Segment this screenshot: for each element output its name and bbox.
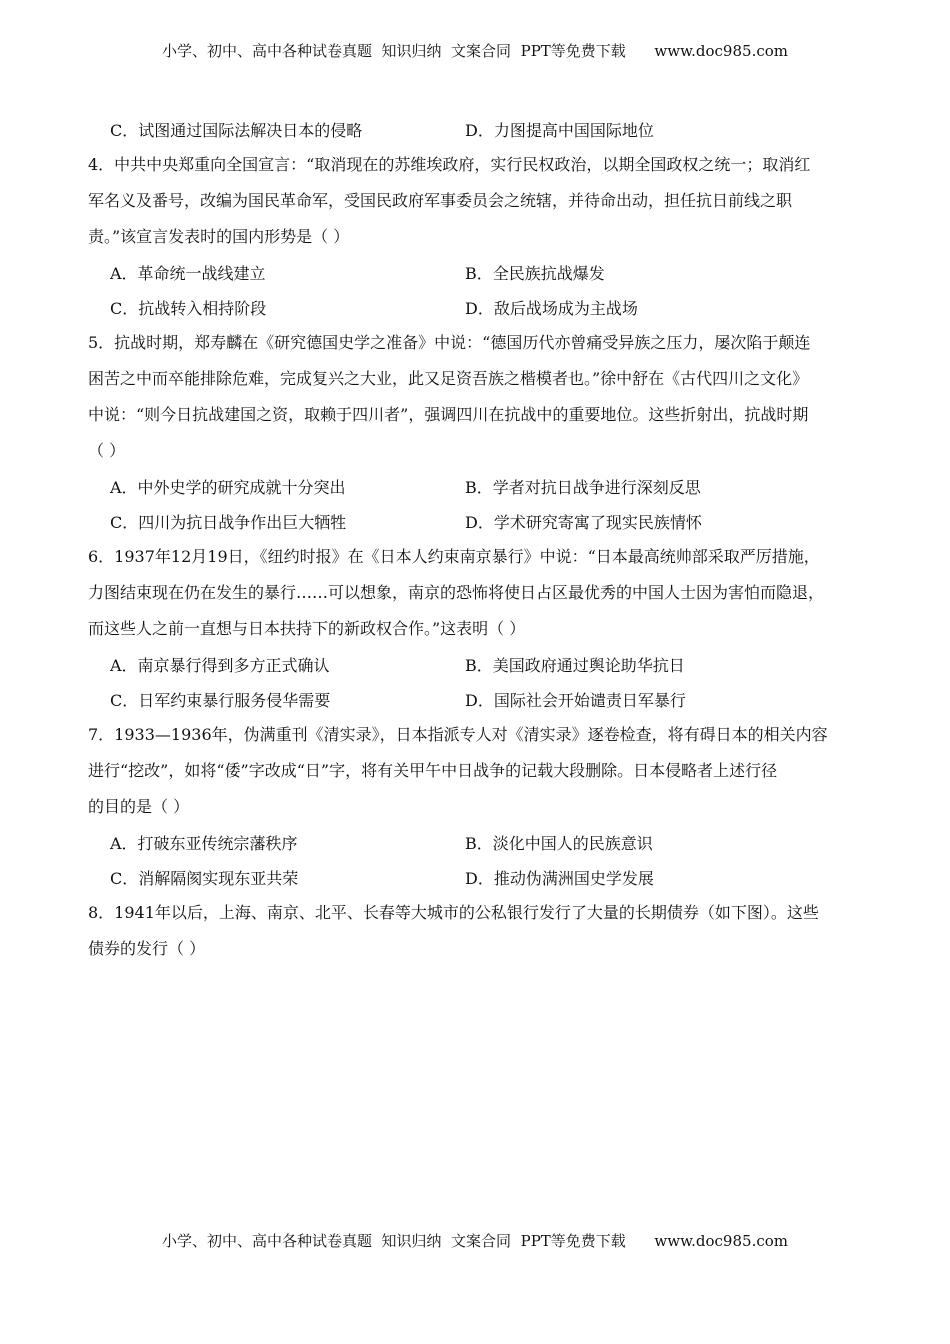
options-row xyxy=(88,504,863,539)
options-row xyxy=(88,255,863,290)
option-a: A．打破东亚传统宗藩秩序 xyxy=(110,834,298,853)
question-6 xyxy=(88,539,863,717)
option-a: A．革命统一战线建立 xyxy=(110,264,266,283)
stem-line: 4．中共中央郑重向全国宣言：“取消现在的苏维埃政府，实行民权政治，以期全国政权之统一；取消红 xyxy=(88,155,811,174)
option-d: D．敌后战场成为主战场 xyxy=(465,299,638,318)
page-footer: 小学、初中、高中各种试卷真题 知识归纳 文案合同 PPT等免费下载 www.doc985.com xyxy=(161,1232,788,1250)
stem-line: 责。”该宣言发表时的国内形势是（ ） xyxy=(88,227,350,246)
question-body xyxy=(88,112,863,967)
question-stem xyxy=(88,895,863,967)
question-stem xyxy=(88,147,863,255)
option-c: C．试图通过国际法解决日本的侵略 xyxy=(110,121,363,140)
stem-line: 而这些人之前一直想与日本扶持下的新政权合作。”这表明（ ） xyxy=(88,619,526,638)
option-c: C．抗战转入相持阶段 xyxy=(110,299,267,318)
option-d: D．力图提高中国国际地位 xyxy=(465,121,654,140)
question-stem xyxy=(88,539,863,647)
stem-line: 6．1937年12月19日，《纽约时报》在《日本人约束南京暴行》中说：“日本最高统帅部采取严厉措施， xyxy=(88,547,820,566)
option-c: C．日军约束暴行服务侵华需要 xyxy=(110,691,331,710)
option-b: B．美国政府通过舆论助华抗日 xyxy=(465,656,685,675)
question-5 xyxy=(88,325,863,539)
stem-line: 进行“挖改”，如将“倭”字改成“日”字，将有关甲午中日战争的记载大段删除。日本侵略者上述行径 xyxy=(88,761,778,780)
option-a: A．南京暴行得到多方正式确认 xyxy=(110,656,330,675)
option-c: C．消解隔阂实现东亚共荣 xyxy=(110,869,299,888)
stem-line: 债券的发行（ ） xyxy=(88,939,206,958)
option-d: D．学术研究寄寓了现实民族情怀 xyxy=(465,513,702,532)
stem-line: 军名义及番号，改编为国民革命军，受国民政府军事委员会之统辖，并待命出动，担任抗日前线之职 xyxy=(88,191,793,210)
option-a: A．中外史学的研究成就十分突出 xyxy=(110,478,346,497)
options-row xyxy=(88,860,863,895)
options-row xyxy=(88,290,863,325)
options-row xyxy=(88,112,863,147)
options-row xyxy=(88,647,863,682)
stem-line: 7．1933—1936年，伪满重刊《清实录》，日本指派专人对《清实录》逐卷检查，将有碍日本的相关内容 xyxy=(88,725,828,744)
stem-line: 的目的是（ ） xyxy=(88,797,190,816)
option-d: D．国际社会开始谴责日军暴行 xyxy=(465,691,686,710)
stem-line: （ ） xyxy=(88,441,126,460)
option-b: B．学者对抗日战争进行深刻反思 xyxy=(465,478,701,497)
options-row xyxy=(88,682,863,717)
stem-line: 力图结束现在仍在发生的暴行……可以想象，南京的恐怖将使日占区最优秀的中国人士因为害怕而隐退， xyxy=(88,583,825,602)
options-row xyxy=(88,469,863,504)
question-7 xyxy=(88,717,863,895)
stem-line: 5．抗战时期，郑寿麟在《研究德国史学之准备》中说：“德国历代亦曾痛受异族之压力，屡次陷于颠连 xyxy=(88,333,811,352)
option-c: C．四川为抗日战争作出巨大牺牲 xyxy=(110,513,347,532)
option-b: B．全民族抗战爆发 xyxy=(465,264,605,283)
option-d: D．推动伪满洲国史学发展 xyxy=(465,869,654,888)
question-4 xyxy=(88,147,863,325)
options-row xyxy=(88,825,863,860)
question-stem xyxy=(88,325,863,469)
stem-line: 中说：“则今日抗战建国之资，取赖于四川者”，强调四川在抗战中的重要地位。这些折射出，抗战时期 xyxy=(88,405,809,424)
question-stem xyxy=(88,717,863,825)
page-header: 小学、初中、高中各种试卷真题 知识归纳 文案合同 PPT等免费下载 www.doc985.com xyxy=(161,42,788,60)
question-8 xyxy=(88,895,863,967)
stem-line: 困苦之中而卒能排除危难，完成复兴之大业，此又足资吾族之楷模者也。”徐中舒在《古代四川之文化》 xyxy=(88,369,809,388)
option-b: B．淡化中国人的民族意识 xyxy=(465,834,653,853)
stem-line: 8．1941年以后，上海、南京、北平、长春等大城市的公私银行发行了大量的长期债券（如下图）。这些 xyxy=(88,903,819,922)
